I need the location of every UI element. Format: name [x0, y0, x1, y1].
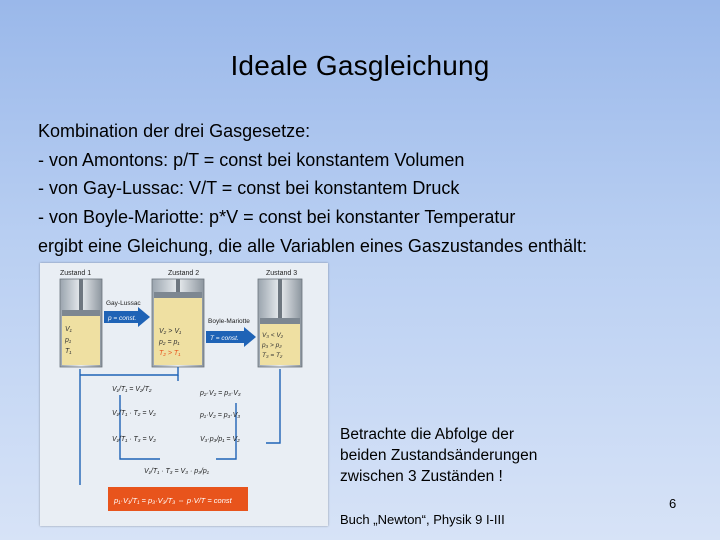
intro-line: - von Amontons: p/T = const bei konstantem Volumen [38, 149, 465, 170]
left-derivation-step: V₁/T₁ · T₃ = V₂ [112, 436, 156, 443]
right-derivation-step: p₂·V₂ = p₃·V₃ [200, 390, 241, 397]
state3-var: p₃ > p₂ [262, 342, 282, 349]
state2-var: V₂ > V₁ [159, 328, 182, 335]
process-arrow-boyle-mariotte [206, 318, 256, 347]
process-label: Gay-Lussac [106, 300, 141, 307]
gas-law-figure [40, 263, 328, 526]
state-label-3: Zustand 3 [266, 270, 298, 277]
condition-label: T = const. [210, 335, 239, 342]
process-label: Boyle-Mariotte [208, 318, 250, 325]
condition-label: p = const. [108, 315, 137, 322]
state-label-1: Zustand 1 [60, 270, 92, 277]
right-derivation-step: V₃·p₃/p₁ = V₂ [200, 436, 240, 443]
cylinder-state-1 [60, 279, 102, 367]
state3-var: T₃ = T₂ [262, 352, 283, 359]
state3-var: V₃ < V₂ [262, 332, 284, 339]
intro-line: - von Gay-Lussac: V/T = const bei konstantem Druck [38, 178, 460, 198]
final-equation: p₁·V₁/T₁ = p₃·V₃/T₃ ⇔ p·V/T = const [114, 496, 232, 505]
left-derivation-step: V₁/T₁ · T₂ = V₂ [112, 410, 156, 417]
process-arrow-gay-lussac [104, 300, 150, 327]
cylinder-state-2 [152, 279, 204, 367]
state1-var: V₁ [65, 326, 72, 333]
note-text [340, 424, 537, 487]
note-line: beiden Zustandsänderungen [340, 447, 538, 464]
note-line: zwischen 3 Zuständen ! [340, 468, 503, 485]
state-label-2: Zustand 2 [168, 270, 200, 277]
combined-equation: V₁/T₁ · T₃ = V₃ · p₃/p₁ [144, 468, 209, 475]
result-line: ergibt eine Gleichung, die alle Variablen eines Gaszustandes enthält: [38, 236, 588, 256]
note-line: Betrachte die Abfolge der [340, 426, 515, 443]
left-derivation-step: V₁/T₁ = V₂/T₂ [112, 386, 152, 393]
slide-title: Ideale Gasgleichung [230, 50, 490, 81]
intro-line: - von Boyle-Mariotte: p*V = const bei konstanter Temperatur [38, 206, 516, 227]
state1-var: p₁ [65, 337, 72, 344]
intro-line: Kombination der drei Gasgesetze: [38, 121, 311, 141]
right-derivation-step: p₁·V₂ = p₃·V₃ [200, 412, 241, 419]
cylinder-state-3 [258, 279, 302, 367]
page-number: 6 [669, 496, 677, 511]
state2-var: p₂ = p₁ [159, 339, 180, 346]
state2-var: T₂ > T₁ [159, 350, 181, 357]
state1-var: T₁ [65, 348, 72, 355]
intro-text [38, 117, 515, 231]
source-citation: Buch „Newton“, Physik 9 I-III [340, 512, 505, 527]
final-equation-box [108, 487, 248, 511]
